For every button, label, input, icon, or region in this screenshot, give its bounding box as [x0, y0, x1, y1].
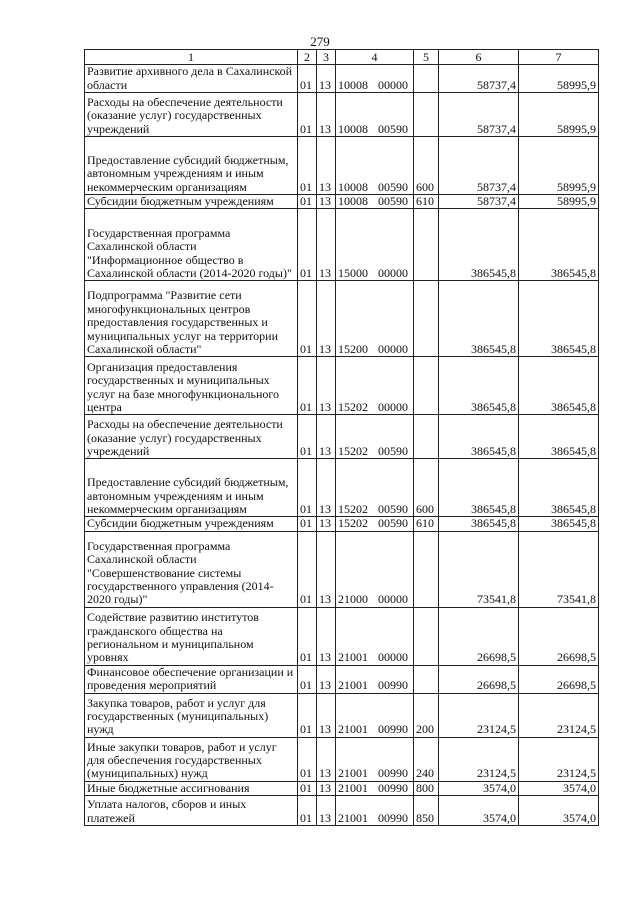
- column-header: 1: [85, 50, 298, 65]
- amount-column-7-cell: 26698,5: [519, 607, 599, 665]
- column-header: 6: [439, 50, 519, 65]
- article-code-part-b: 00590: [378, 516, 408, 531]
- amount-column-6-cell: 386545,8: [439, 209, 519, 281]
- article-code-part-b: 00000: [378, 400, 408, 414]
- table-row: [85, 607, 599, 665]
- column-header: 2: [298, 50, 317, 65]
- subsection-code-cell: 13: [317, 209, 336, 281]
- article-code-part-a: 21001: [338, 678, 368, 693]
- table-row: [85, 796, 599, 826]
- expense-type-cell: 600: [414, 137, 439, 195]
- table-row: [85, 693, 599, 737]
- article-code-part-a: 21001: [338, 780, 368, 795]
- expense-type-cell: [414, 65, 439, 93]
- amount-column-7-cell: 58995,9: [519, 137, 599, 195]
- article-code-part-a: 21001: [338, 766, 368, 781]
- target-article-cell: [336, 665, 414, 693]
- table-row: [85, 281, 599, 357]
- amount-column-6-cell: 58737,4: [439, 195, 519, 209]
- row-name-cell: Финансовое обеспечение организации и проведения мероприятий: [85, 665, 298, 693]
- article-code-part-a: 15202: [338, 516, 368, 531]
- target-article-cell: [336, 65, 414, 93]
- column-header: 5: [414, 50, 439, 65]
- table-row: [85, 665, 599, 693]
- budget-table: [84, 49, 599, 826]
- amount-column-7-cell: 386545,8: [519, 459, 599, 517]
- article-code-part-b: 00990: [378, 722, 408, 737]
- subsection-code-cell: 13: [317, 357, 336, 415]
- subsection-code-cell: 13: [317, 665, 336, 693]
- row-name-cell: Организация предоставления государственных и муниципальных услуг на базе многофункционального центра: [85, 357, 298, 415]
- amount-column-6-cell: 26698,5: [439, 607, 519, 665]
- section-code-cell: 01: [298, 693, 317, 737]
- section-code-cell: 01: [298, 209, 317, 281]
- section-code-cell: 01: [298, 195, 317, 209]
- amount-column-7-cell: 73541,8: [519, 531, 599, 607]
- subsection-code-cell: 13: [317, 517, 336, 531]
- amount-column-7-cell: 386545,8: [519, 281, 599, 357]
- target-article-cell: [336, 796, 414, 826]
- article-code-part-b: 00000: [378, 77, 408, 92]
- expense-type-cell: 610: [414, 517, 439, 531]
- page-number: 279: [310, 34, 330, 49]
- row-name-cell: Государственная программа Сахалинской области "Совершенствование системы государственного управления (2014-2020 годы)": [85, 531, 298, 607]
- subsection-code-cell: 13: [317, 65, 336, 93]
- expense-type-cell: 800: [414, 781, 439, 795]
- section-code-cell: 01: [298, 281, 317, 357]
- subsection-code-cell: 13: [317, 195, 336, 209]
- amount-column-6-cell: 58737,4: [439, 65, 519, 93]
- expense-type-cell: 240: [414, 737, 439, 781]
- section-code-cell: 01: [298, 665, 317, 693]
- amount-column-7-cell: 3574,0: [519, 796, 599, 826]
- expense-type-cell: 850: [414, 796, 439, 826]
- section-code-cell: 01: [298, 357, 317, 415]
- article-code-part-a: 10008: [338, 77, 368, 92]
- target-article-cell: [336, 517, 414, 531]
- article-code-part-b: 00590: [378, 502, 408, 516]
- article-code-part-b: 00000: [378, 342, 408, 356]
- section-code-cell: 01: [298, 415, 317, 459]
- article-code-part-a: 21001: [338, 810, 368, 825]
- article-code-part-a: 15202: [338, 400, 368, 414]
- target-article-cell: [336, 531, 414, 607]
- amount-column-6-cell: 73541,8: [439, 531, 519, 607]
- section-code-cell: 01: [298, 137, 317, 195]
- article-code-part-a: 15202: [338, 502, 368, 516]
- table-row: [85, 517, 599, 531]
- target-article-cell: [336, 693, 414, 737]
- subsection-code-cell: 13: [317, 415, 336, 459]
- article-code-part-b: 00990: [378, 810, 408, 825]
- row-name-cell: Субсидии бюджетным учреждениям: [85, 195, 298, 209]
- amount-column-6-cell: 3574,0: [439, 796, 519, 826]
- section-code-cell: 01: [298, 93, 317, 137]
- article-code-part-b: 00590: [378, 194, 408, 208]
- row-name-cell: Государственная программа Сахалинской области "Информационное общество в Сахалинской области (2014-2020 годы)": [85, 209, 298, 281]
- target-article-cell: [336, 607, 414, 665]
- amount-column-7-cell: 386545,8: [519, 357, 599, 415]
- target-article-cell: [336, 415, 414, 459]
- amount-column-6-cell: 3574,0: [439, 781, 519, 795]
- expense-type-cell: 600: [414, 459, 439, 517]
- expense-type-cell: [414, 281, 439, 357]
- article-code-part-b: 00990: [378, 780, 408, 795]
- row-name-cell: Подпрограмма "Развитие сети многофункциональных центров предоставления государственных и муниципальных услуг на территории Сахалинской области": [85, 281, 298, 357]
- article-code-part-a: 15000: [338, 266, 368, 280]
- subsection-code-cell: 13: [317, 737, 336, 781]
- amount-column-6-cell: 386545,8: [439, 459, 519, 517]
- expense-type-cell: [414, 415, 439, 459]
- table-row: [85, 415, 599, 459]
- amount-column-7-cell: 26698,5: [519, 665, 599, 693]
- row-name-cell: Расходы на обеспечение деятельности (оказание услуг) государственных учреждений: [85, 93, 298, 137]
- section-code-cell: 01: [298, 796, 317, 826]
- table-row: [85, 195, 599, 209]
- article-code-part-b: 00000: [378, 650, 408, 665]
- subsection-code-cell: 13: [317, 693, 336, 737]
- target-article-cell: [336, 781, 414, 795]
- article-code-part-b: 00590: [378, 444, 408, 458]
- article-code-part-a: 10008: [338, 194, 368, 208]
- subsection-code-cell: 13: [317, 137, 336, 195]
- row-name-cell: Расходы на обеспечение деятельности (оказание услуг) государственных учреждений: [85, 415, 298, 459]
- article-code-part-b: 00990: [378, 766, 408, 781]
- article-code-part-b: 00990: [378, 678, 408, 693]
- amount-column-6-cell: 23124,5: [439, 693, 519, 737]
- target-article-cell: [336, 209, 414, 281]
- table-row: [85, 781, 599, 795]
- table-row: [85, 137, 599, 195]
- article-code-part-b: 00000: [378, 592, 408, 607]
- amount-column-6-cell: 386545,8: [439, 517, 519, 531]
- expense-type-cell: [414, 607, 439, 665]
- subsection-code-cell: 13: [317, 459, 336, 517]
- expense-type-cell: [414, 93, 439, 137]
- subsection-code-cell: 13: [317, 531, 336, 607]
- amount-column-7-cell: 58995,9: [519, 93, 599, 137]
- article-code-part-b: 00000: [378, 266, 408, 280]
- expense-type-cell: [414, 665, 439, 693]
- row-name-cell: Субсидии бюджетным учреждениям: [85, 517, 298, 531]
- table-row: [85, 531, 599, 607]
- amount-column-6-cell: 386545,8: [439, 415, 519, 459]
- section-code-cell: 01: [298, 607, 317, 665]
- table-row: [85, 357, 599, 415]
- target-article-cell: [336, 137, 414, 195]
- expense-type-cell: 610: [414, 195, 439, 209]
- amount-column-7-cell: 3574,0: [519, 781, 599, 795]
- article-code-part-a: 15200: [338, 342, 368, 356]
- row-name-cell: Закупка товаров, работ и услуг для государственных (муниципальных) нужд: [85, 693, 298, 737]
- expense-type-cell: 200: [414, 693, 439, 737]
- target-article-cell: [336, 195, 414, 209]
- article-code-part-a: 10008: [338, 179, 368, 194]
- column-header: 7: [519, 50, 599, 65]
- section-code-cell: 01: [298, 517, 317, 531]
- amount-column-7-cell: 23124,5: [519, 737, 599, 781]
- target-article-cell: [336, 281, 414, 357]
- article-code-part-a: 15202: [338, 444, 368, 458]
- amount-column-7-cell: 386545,8: [519, 517, 599, 531]
- amount-column-6-cell: 26698,5: [439, 665, 519, 693]
- target-article-cell: [336, 737, 414, 781]
- subsection-code-cell: 13: [317, 607, 336, 665]
- amount-column-6-cell: 386545,8: [439, 357, 519, 415]
- article-code-part-a: 21001: [338, 722, 368, 737]
- amount-column-7-cell: 386545,8: [519, 415, 599, 459]
- header-row: [85, 50, 599, 65]
- table-row: [85, 93, 599, 137]
- target-article-cell: [336, 357, 414, 415]
- column-header: 4: [336, 50, 414, 65]
- amount-column-6-cell: 23124,5: [439, 737, 519, 781]
- target-article-cell: [336, 93, 414, 137]
- row-name-cell: Предоставление субсидий бюджетным, автономным учреждениям и иным некоммерческим организациям: [85, 459, 298, 517]
- article-code-part-a: 21000: [338, 592, 368, 607]
- amount-column-6-cell: 386545,8: [439, 281, 519, 357]
- article-code-part-b: 00590: [378, 121, 408, 136]
- section-code-cell: 01: [298, 65, 317, 93]
- expense-type-cell: [414, 531, 439, 607]
- amount-column-7-cell: 386545,8: [519, 209, 599, 281]
- section-code-cell: 01: [298, 737, 317, 781]
- column-header: 3: [317, 50, 336, 65]
- subsection-code-cell: 13: [317, 796, 336, 826]
- section-code-cell: 01: [298, 781, 317, 795]
- amount-column-7-cell: 58995,9: [519, 195, 599, 209]
- row-name-cell: Иные бюджетные ассигнования: [85, 781, 298, 795]
- table-row: [85, 737, 599, 781]
- amount-column-6-cell: 58737,4: [439, 93, 519, 137]
- row-name-cell: Иные закупки товаров, работ и услуг для обеспечения государственных (муниципальных) нужд: [85, 737, 298, 781]
- subsection-code-cell: 13: [317, 281, 336, 357]
- section-code-cell: 01: [298, 531, 317, 607]
- target-article-cell: [336, 459, 414, 517]
- amount-column-7-cell: 58995,9: [519, 65, 599, 93]
- expense-type-cell: [414, 357, 439, 415]
- expense-type-cell: [414, 209, 439, 281]
- row-name-cell: Предоставление субсидий бюджетным, автономным учреждениям и иным некоммерческим организациям: [85, 137, 298, 195]
- article-code-part-b: 00590: [378, 179, 408, 194]
- section-code-cell: 01: [298, 459, 317, 517]
- subsection-code-cell: 13: [317, 781, 336, 795]
- row-name-cell: Содействие развитию институтов гражданского общества на региональном и муниципальном уровнях: [85, 607, 298, 665]
- table-row: [85, 65, 599, 93]
- amount-column-7-cell: 23124,5: [519, 693, 599, 737]
- table-row: [85, 209, 599, 281]
- row-name-cell: Развитие архивного дела в Сахалинской области: [85, 65, 298, 93]
- subsection-code-cell: 13: [317, 93, 336, 137]
- amount-column-6-cell: 58737,4: [439, 137, 519, 195]
- row-name-cell: Уплата налогов, сборов и иных платежей: [85, 796, 298, 826]
- article-code-part-a: 21001: [338, 650, 368, 665]
- table-row: [85, 459, 599, 517]
- article-code-part-a: 10008: [338, 121, 368, 136]
